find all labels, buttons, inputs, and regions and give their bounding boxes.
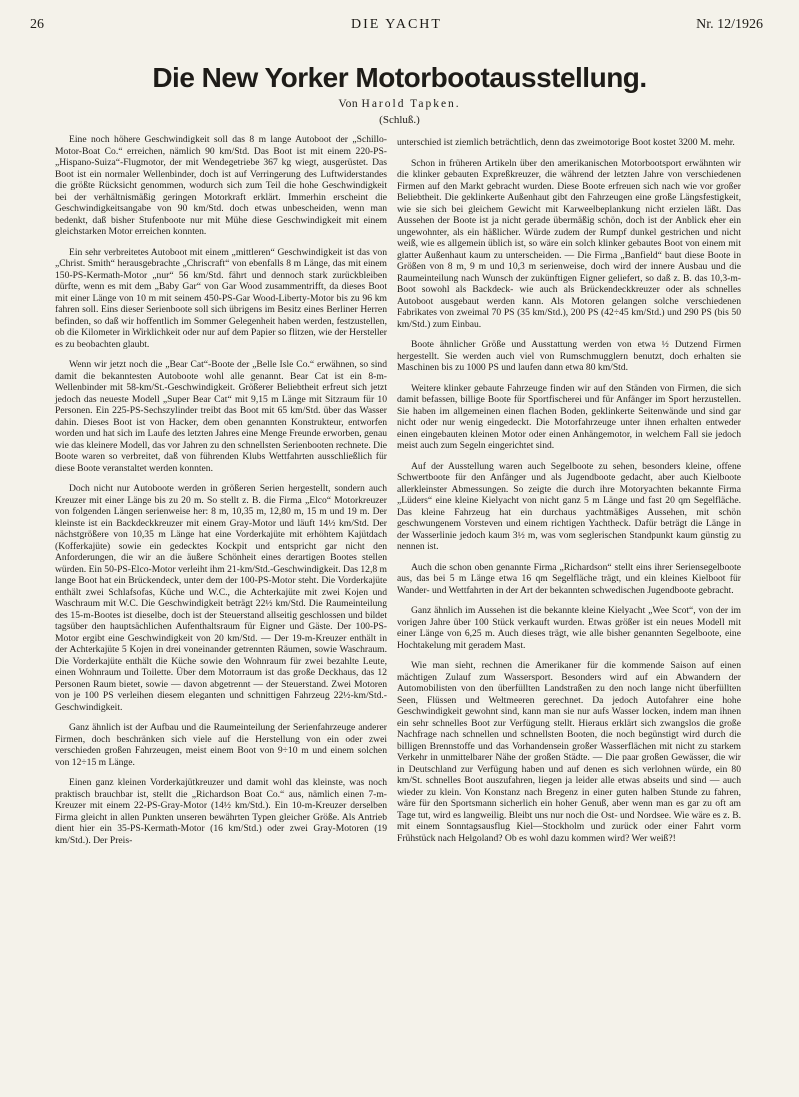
paragraph: Wie man sieht, rechnen die Amerikaner für die kommende Saison auf einen mächtigen Zulauf zum Wassersport. Besonders wird auf ein Abwandern der Automobilisten von den überfüllten Landstraßen zu den noch lange nicht überfüllten Seen, Flüssen und Weltmeeren gerechnet. Da jedoch Autofahrer eine hohe Geschwindigkeit gewohnt sind, kann man sie nur aufs Wasser locken, indem man ihnen ein sehr schnelles Boot zur Verfügung stellt. Hieraus erklärt sich zwangslos die große Nachfrage nach schnellen und schnellsten Booten, die noch begünstigt wird durch die billigen Brennstoffe und das Vorhandensein großer Wasserflächen mit nicht zu starkem Verkehr in unmittelbarer Nähe der großen Städte. — Die paar großen Gewässer, die wir in Deutschland zur Verfügung haben und auf denen es sich verlohnen würde, ein 80 km/St. schnelles Boot auszufahren, liegen ja leider alle etwas abseits und sind — auch wieder zu klein. Von Konstanz nach Bregenz in einer guten halben Stunde zu fahren, wäre für den Sportsmann sicherlich ein hoher Genuß, aber wenn man es gar zu oft am Tage tut, wird es langweilig. Bleibt uns nur noch die Ost- und Nordsee. Wie wäre es z. B. mit einem Sonntagsausflug Kiel—Stockholm und zurück oder einer Fahrt vorm Frühstück nach Helgoland? Ob es wohl dazu kommen wird? Wer weiß?! bbox=[397, 660, 741, 844]
paragraph: Auch die schon oben genannte Firma „Richardson“ stellt eins ihrer Seriensegelboote aus, das bei 5 m Länge etwa 16 qm Segelfläche trägt, und ein kleines Kielboot für Wander- und Wettfahrten in der Art der bekannten schwedischen Jugendboote gebracht. bbox=[397, 561, 741, 596]
author-prefix: Von bbox=[338, 98, 359, 110]
paragraph: Einen ganz kleinen Vorderkajütkreuzer und damit wohl das kleinste, was noch praktisch brauchbar ist, stellt die „Richardson Boat Co.“ aus, nämlich einen 7-m-Kreuzer mit einem 22-PS-Gray-Motor (14½ km/Std.). Ein 10-m-Kreuzer derselben Firma gleicht in allen Punkten unseren bewährten Typen gleicher Größe. Als Antrieb dient hier ein 35-PS-Kermath-Motor (16 km/Std.) oder zwei Gray-Motoren (19 km/Std.). Der Preis- bbox=[55, 777, 387, 846]
paragraph: Eine noch höhere Geschwindigkeit soll das 8 m lange Autoboot der „Schillo-Motor-Boat Co.“ erreichen, nämlich 90 km/Std. Das Boot ist mit einem 220-PS-„Hispano-Suiza“-Flugmotor, der mit Wendegetriebe 367 kg wiegt, ausgerüstet. Das Boot ist ein normaler Wellenbinder, doch ist auf Verringerung des Luftwiderstandes die größte Rücksicht genommen, wodurch sich zum Teil die hohe Geschwindigkeit bei der verhältnismäßig geringen Motorkraft erklärt. Immerhin erscheint die Geschwindigkeitsangabe von 90 km/Std. doch etwas unbescheiden, wenn man bedenkt, daß bisher Stufenboote nur mit Mühe diese Geschwindigkeit mit einem gleichstarken Motor erreichen konnten. bbox=[55, 134, 387, 237]
paragraph: Doch nicht nur Autoboote werden in größeren Serien hergestellt, sondern auch Kreuzer mit einer Länge bis zu 20 m. So stellt z. B. die Firma „Elco“ Motorkreuzer von folgenden Längen serienweise her: 8 m, 10,35 m, 12,80 m, 15 m und 19 m. Der kleinste ist ein Backdeckkreuzer mit einem Gray-Motor und läuft 14½ km/Std. Der nächstgrößere von 10,35 m Länge hat eine Vorderkajüte mit erhöhtem Kajütdach (Kofferkajüte) sowie ein gedecktes Kockpit und entspricht gar nicht den Anforderungen, die wir an die äußere Schönheit eines derartigen Bootes stellen würden. Ein 50-PS-Elco-Motor verleiht ihm 21-km/Std.-Geschwindigkeit. Das 12,8 m lange Boot hat ein Brückendeck, unter dem der 100-PS-Motor steht. Die Vorderkajüte enthält zwei Schlafsofas, Küche und W.C., die Achterkajüte mit zwei Kojen und Waschraum mit W.C. Die Geschwindigkeit beträgt 22½ km/Std. Die Raumeinteilung des 15-m-Bootes ist dieselbe, doch ist der Steuerstand allseitig geschlossen und bildet tagsüber den hauptsächlichen Aufenthaltsraum für Eigner und Gäste. Der 100-PS-Motor ergibt eine Geschwindigkeit von 20 km/Std. — Der 19-m-Kreuzer enthält in der Achterkajüte 5 Kojen in drei voneinander getrennten Räumen, sowie Waschraum. Die Vorderkajüte enthält die Küche sowie den Wohnraum für zwei bezahlte Leute, einen Wohnraum und Toilette. Über dem Motorraum ist das große Deckhaus, das 12 Personen Raum bietet, sowie — davon abgetrennt — der Steuerstand. Zwei Motoren von je 100 PS verleihen diesem eleganten und schnittigen Fahrzeug 22½-km/Std.-Geschwindigkeit. bbox=[55, 483, 388, 713]
article-title: Die New Yorker Motorbootausstellung. bbox=[152, 62, 647, 93]
paragraph: Wenn wir jetzt noch die „Bear Cat“-Boote der „Belle Isle Co.“ erwähnen, so sind damit die bekanntesten Autoboote wohl alle genannt. Bear Cat ist ein 8-m-Wellenbinder mit 58-km/St.-Geschwindigkeit. Größerer Beliebtheit erfreut sich jetzt jedoch das neueste Modell „Super Bear Cat“ mit 9,15 m Länge mit Sitzraum für 10 Personen. Ein 225-PS-Sechszylinder treibt das Boot mit 65 km/Std. über das Wasser dahin. Dieses Boot ist von Hacker, dem oben genannten Konstrukteur, entworfen worden und hat sich im Laufe des letzten Jahres eine Menge Freunde erworben, genau wie das kleinere Modell, das vor Jahren zu den schnellsten Serienbooten rechnete. Die Boote waren so verbreitet, daß von führenden Klubs Wettfahrten ausschließlich für diese Boote veranstaltet werden konnten. bbox=[55, 359, 387, 474]
author-name: Harold Tapken. bbox=[361, 98, 461, 110]
paragraph: Auf der Ausstellung waren auch Segelboote zu sehen, besonders kleine, offene Schwertboote für den Anfänger und als Jugendboote gedacht, aber auch Kielboote allerkleinster Abmessungen. So zeigte die durch ihre Motoryachten bekannte Firma „Lüders“ eine kleine Kielyacht von nicht ganz 5 m Länge und fast 20 qm Segelfläche. Das kleine Fahrzeug hat ein durchaus yachtmäßiges Aussehen, mit schön geschwungenem Vorsteven und einem richtigen Yachtheck. Dafür beträgt die Länge in der Wasserlinie jedoch kaum 3½ m, was vom seglerischen Standpunkt kaum günstig zu nennen ist. bbox=[397, 460, 741, 552]
paragraph: Ganz ähnlich ist der Aufbau und die Raumeinteilung der Serienfahrzeuge anderer Firmen, doch beschränken sich viele auf die Herstellung von ein oder zwei verschieden großen Fahrzeugen, meist einem Boot von 9÷10 m und einem solchen von 12÷15 m Länge. bbox=[55, 722, 387, 768]
paragraph: Boote ähnlicher Größe und Ausstattung werden von etwa ½ Dutzend Firmen hergestellt. Sie werden auch viel von Rumschmugglern benutzt, doch erhalten sie Maschinen bis zu 1000 PS und laufen dann etwa 80 km/Std. bbox=[397, 339, 741, 373]
issue-number: Nr. 12/1926 bbox=[696, 17, 763, 32]
paragraph: Weitere klinker gebaute Fahrzeuge finden wir auf den Ständen von Firmen, die sich damit befassen, billige Boote für Sportfischerei und für Anfänger im Sport herzustellen. Sie haben im allgemeinen einen flachen Boden, geklinkerte Seitenwände und sind gar nicht oder nur wenig eingedeckt. Die Motorfahrzeuge unter ihnen erhalten entweder einen eingebauten kleinen Motor oder einen Anhängemotor, in welchem Fall sie jedoch meist auch zum Segeln eingerichtet sind. bbox=[397, 382, 741, 451]
article-subtitle: (Schluß.) bbox=[379, 114, 420, 126]
article-author bbox=[0, 98, 799, 110]
page-header bbox=[30, 17, 763, 39]
paragraph: Ganz ähnlich im Aussehen ist die bekannte kleine Kielyacht „Wee Scot“, von der im vorigen Jahre über 100 Stück verkauft wurden. Etwas größer ist ein neues Modell mit einer Länge von 6,25 m. Auch dieses trägt, wie alle bisher genannten Segelboote, eine Hochtakelung mit geradem Mast. bbox=[397, 605, 741, 651]
left-column bbox=[55, 134, 387, 855]
page-number: 26 bbox=[30, 17, 44, 32]
journal-title: DIE YACHT bbox=[351, 17, 442, 32]
paragraph: Ein sehr verbreitetes Autoboot mit einem „mittleren“ Geschwindigkeit ist das von „Christ. Smith“ herausgebrachte „Chriscraft“ von ebenfalls 8 m Länge, das mit einem 150-PS-Kermath-Motor „nur“ 56 km/Std. fährt und dennoch stark zurückbleiben dürfte, wenn es mit dem „Baby Gar“ von Gar Wood zusammentrifft, da dieses Boot mit einer Länge von 10 m mit seinem 450-PS-Gar Wood-Liberty-Motor bis zu 96 km fahren soll. Eins dieser Serienboote soll sich übrigens im Besitz eines Berliner Herren befinden, so daß wir hoffentlich im Sommer Gelegenheit haben werden, festzustellen, ob die Kilometer in Wirklichkeit oder nur auf dem Papier so flitzen, wie der Hersteller es zu beobachten glaubt. bbox=[55, 246, 387, 350]
paragraph: unterschied ist ziemlich beträchtlich, denn das zweimotorige Boot kostet 3200 M. mehr. bbox=[397, 137, 735, 148]
paragraph: Schon in früheren Artikeln über den amerikanischen Motorbootsport erwähnten wir die klinker gebauten Expreßkreuzer, die während der letzten Jahre von verschiedenen Firmen auf den Markt gebracht wurden. Diese Boote erfreuen sich nach wie vor großer Beliebtheit. Die geklinkerte Außenhaut gibt den Fahrzeugen eine große Längsfestigkeit, wie sie sich bei gleichem Gewicht mit Karweelbeplankung nicht erzielen läßt. Das Aussehen der Boote ist ja nicht gerade übermäßig schön, doch ist der Anblick eher ein ungewohnter, als ein häßlicher. Würde zudem der Rumpf dunkel gestrichen und nicht weiß, wie es allgemein üblich ist, so wäre ein solch klinker gebautes Boot von einem mit glatter Außenhaut kaum zu unterscheiden. — Die Firma „Banfield“ baut diese Boote in Größen von 8 m, 9 m und 10,3 m serienweise, doch wird der innere Ausbau und die Raumeinteilung nach Wunsch der zukünftigen Eigner geliefert, so daß z. B. das 10,3-m-Boot sowohl als Backdeck- wie auch als Brückendeckkreuzer oder als schnelles Autoboot ausgebaut werden kann. Als Motoren gelangen solche verschiedenen Fabrikates von zweimal 70 PS (35 km/Std.), 200 PS (42÷45 km/Std.) und 290 PS (bis 50 km/Std.) zum Einbau. bbox=[397, 157, 741, 330]
right-column bbox=[397, 137, 741, 853]
